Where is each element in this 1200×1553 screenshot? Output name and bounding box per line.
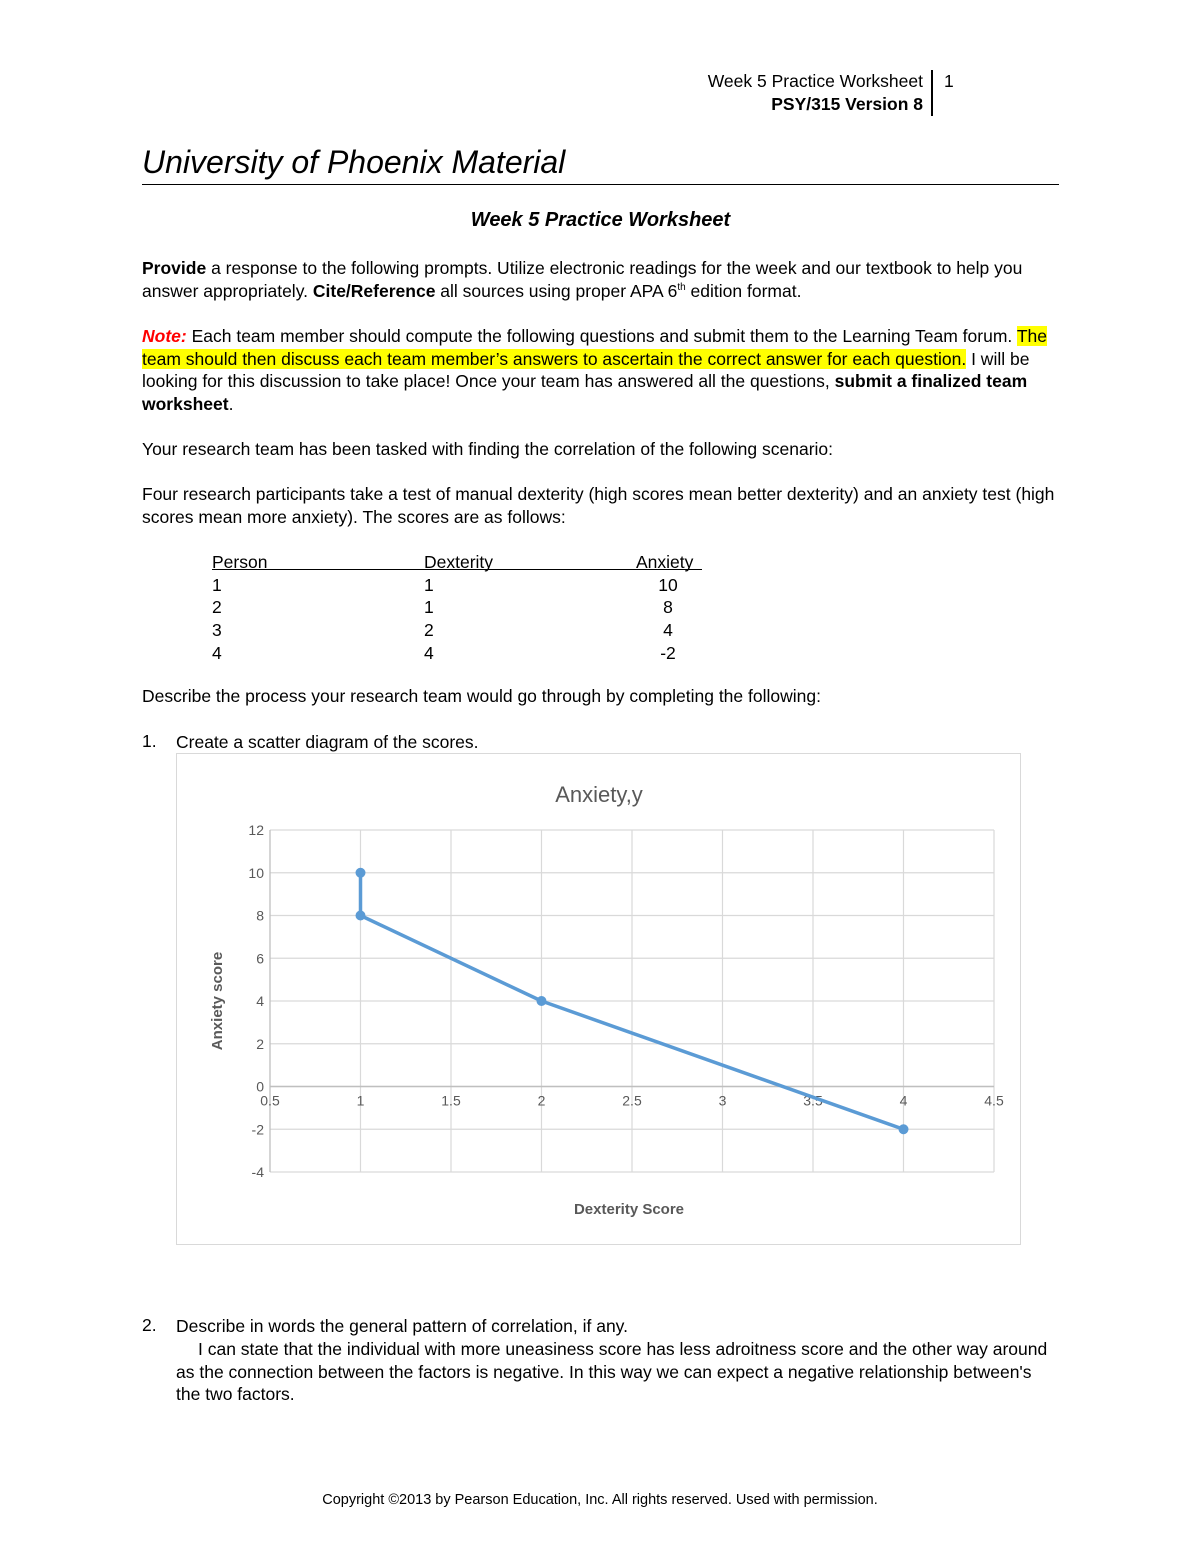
dexterity-cell: 2	[424, 620, 434, 641]
x-tick-label: 0.5	[260, 1092, 280, 1109]
table-row	[212, 642, 702, 665]
y-tick-label: 4	[256, 993, 264, 1009]
x-tick-label: 3.5	[803, 1092, 823, 1109]
scatter-chart	[176, 753, 1021, 1245]
question-1-number: 1.	[142, 731, 157, 751]
worksheet-title: Week 5 Practice Worksheet	[470, 209, 731, 231]
header-worksheet-title: Week 5 Practice Worksheet	[707, 71, 923, 91]
task-paragraph: Your research team has been tasked with finding the correlation of the following scenario:	[142, 439, 834, 459]
anxiety-cell: -2	[660, 642, 676, 663]
intro-text: a response to the following prompts. Utilize electronic readings for the week and our textbook to help you answer appropriately.	[142, 258, 1023, 301]
scores-table	[212, 551, 702, 664]
y-tick-label: 8	[256, 907, 264, 924]
person-cell: 3	[212, 620, 222, 641]
scenario-paragraph: Four research participants take a test of manual dexterity (high scores mean better dexterity) and an anxiety test (high scores mean more anxiety). The scores are as follows:	[142, 484, 1055, 527]
y-axis-title: Anxiety score	[209, 951, 226, 1051]
x-tick-label: 3	[718, 1092, 727, 1109]
data-point	[537, 996, 547, 1006]
describe-prompt: Describe the process your research team would go through by completing the following:	[142, 686, 821, 706]
x-tick-label: 4.5	[984, 1092, 1004, 1109]
x-tick-label: 1.5	[441, 1092, 461, 1109]
question-2-number: 2.	[142, 1315, 157, 1335]
cite-text: all sources using proper APA 6	[435, 280, 678, 301]
note-highlight: The team should then discuss each team member’s answers to ascertain the correct answer for each question.	[142, 326, 1047, 369]
data-point	[356, 911, 366, 921]
data-point	[899, 1124, 909, 1134]
question-1-text: Create a scatter diagram of the scores.	[176, 732, 479, 752]
x-tick-label: 1	[356, 1092, 365, 1109]
copyright-footer: Copyright ©2013 by Pearson Education, Inc. All rights reserved. Used with permission.	[322, 1492, 878, 1508]
dexterity-cell: 1	[424, 574, 434, 595]
y-tick-label: 0	[256, 1078, 264, 1095]
cite-end: edition format.	[685, 280, 802, 301]
chart-title: Anxiety,y	[555, 782, 643, 807]
submit-instruction: submit a finalized team worksheet	[142, 371, 1028, 415]
note-end: .	[228, 394, 234, 415]
dexterity-cell: 4	[424, 642, 434, 663]
anxiety-cell: 8	[663, 597, 673, 618]
table-row	[212, 619, 702, 642]
y-tick-label: 10	[248, 864, 264, 881]
dexterity-cell: 1	[424, 597, 434, 618]
cite-label: Cite/Reference	[312, 280, 436, 301]
header-course-version: PSY/315 Version 8	[771, 94, 923, 114]
note-paragraph	[142, 325, 1059, 416]
person-cell: 1	[212, 574, 222, 595]
anxiety-cell: 10	[658, 574, 678, 595]
note-text: Each team member should compute the following questions and submit them to the Learning Team forum.	[186, 326, 1017, 346]
x-tick-label: 2	[537, 1092, 546, 1109]
edition-superscript: th	[677, 281, 686, 293]
page-number: 1	[944, 71, 954, 91]
y-tick-label: 6	[256, 950, 264, 967]
scores-header-row	[212, 551, 702, 574]
material-title: University of Phoenix Material	[142, 142, 1059, 185]
question-2-text: Describe in words the general pattern of correlation, if any.	[176, 1316, 628, 1336]
anxiety-cell: 4	[663, 620, 673, 641]
intro-paragraph	[142, 257, 1059, 302]
y-tick-label: 2	[256, 1035, 264, 1052]
x-tick-label: 2.5	[622, 1092, 642, 1109]
header-anxiety: Anxiety	[636, 552, 694, 572]
y-tick-label: 12	[248, 822, 264, 838]
x-tick-label: 4	[899, 1092, 908, 1109]
x-axis-title: Dexterity Score	[573, 1201, 685, 1218]
header-person: Person	[212, 552, 268, 572]
page-header	[708, 70, 933, 116]
note-text-2: I will be looking for this discussion to take place! Once your team has answered all the questions,	[142, 348, 1030, 392]
chart-canvas	[177, 754, 1022, 1246]
table-row	[212, 574, 702, 597]
y-tick-label: -2	[251, 1121, 264, 1138]
header-rule	[212, 569, 702, 570]
provide-label: Provide	[142, 258, 207, 278]
person-cell: 2	[212, 597, 222, 618]
question-2-answer: I can state that the individual with more uneasiness score has less adroitness score and the other way around as the connection between the factors is negative. In this way we can expect a negative relationship between's the two factors.	[176, 1339, 1048, 1405]
data-point	[356, 868, 366, 878]
header-dexterity: Dexterity	[424, 552, 494, 572]
table-row	[212, 596, 702, 619]
y-tick-label: -4	[251, 1164, 264, 1180]
person-cell: 4	[212, 642, 222, 663]
note-label: Note:	[142, 326, 187, 346]
